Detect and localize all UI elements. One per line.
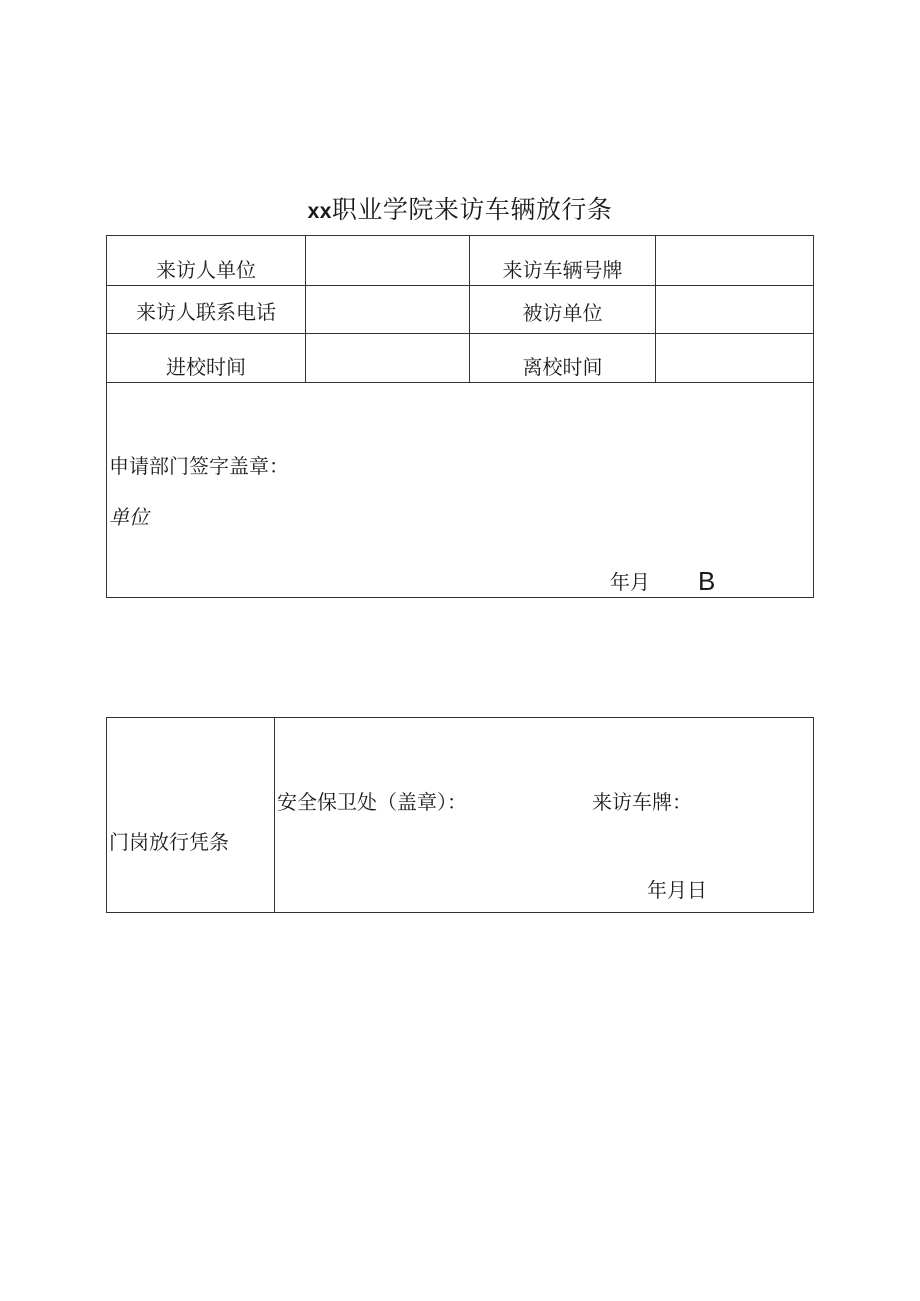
visitor-unit-label: 来访人单位 <box>156 258 256 282</box>
vehicle-plate-label: 来访车辆号牌 <box>502 258 623 282</box>
gate-pass-table <box>106 717 814 913</box>
gate-pass-date-label: 年月日 <box>647 878 707 902</box>
exit-time-field[interactable] <box>656 334 813 382</box>
visitor-phone-label: 来访人联系电话 <box>136 300 276 324</box>
visitor-plate-label: 来访车牌： <box>592 790 692 814</box>
vehicle-plate-field[interactable] <box>656 236 813 285</box>
security-office-label: 安全保卫处（盖章）： <box>277 790 467 814</box>
date-suffix: B <box>698 566 716 596</box>
date-label: 年月 <box>610 570 650 594</box>
exit-time-label: 离校时间 <box>522 355 603 379</box>
visited-unit-field[interactable] <box>656 286 813 333</box>
title-prefix: xx <box>307 200 332 223</box>
gate-pass-label: 门岗放行凭条 <box>109 830 229 854</box>
row-divider <box>107 382 813 383</box>
visited-unit-label: 被访单位 <box>522 301 603 325</box>
visitor-unit-field[interactable] <box>306 236 469 285</box>
unit-label: 单位 <box>109 505 149 529</box>
title-text: 职业学院来访车辆放行条 <box>331 195 613 224</box>
visit-form-table <box>106 235 814 598</box>
entry-time-label: 进校时间 <box>166 355 246 379</box>
department-signature-label: 申请部门签字盖章： <box>109 454 289 478</box>
column-divider <box>274 718 275 912</box>
entry-time-field[interactable] <box>306 334 469 382</box>
page-title <box>0 192 920 230</box>
visitor-phone-field[interactable] <box>306 286 469 333</box>
